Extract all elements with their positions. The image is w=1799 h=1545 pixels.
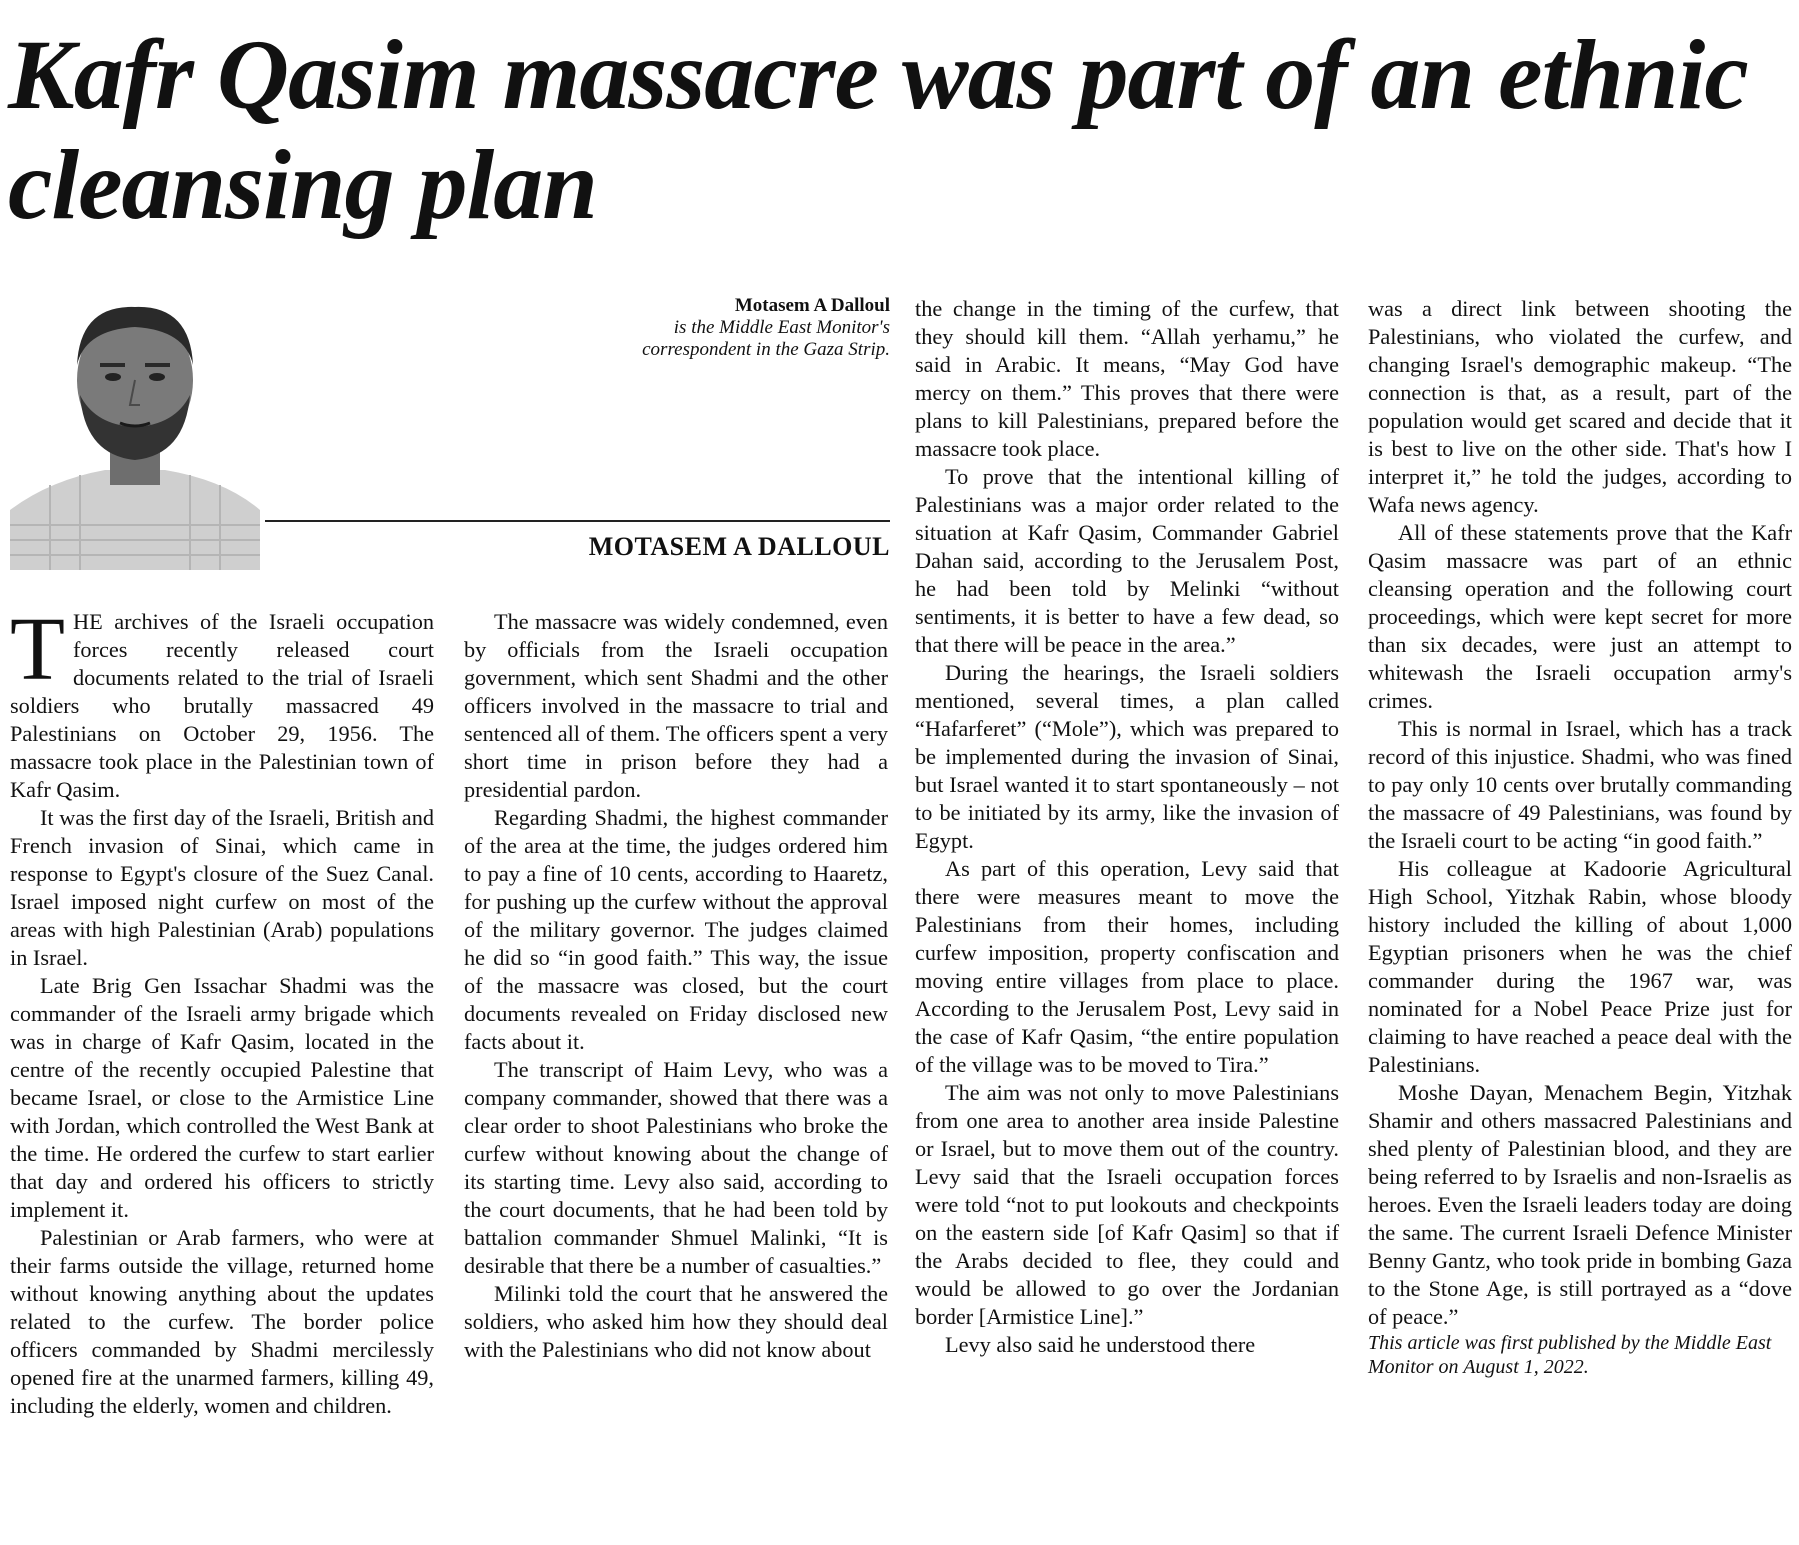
article-paragraph: Moshe Dayan, Menachem Begin, Yitzhak Shamir and others massacred Palestinians and shed plenty of Palestinian blood, and they are being referred to by Israelis and non-Israelis as heroes. Even the Israeli leaders today are doing the same. The current Israeli Defence Minister Benny Gantz, who took pride in bombing Gaza to the Stone Age, is still portrayed as a “dove of peace.” (1368, 1080, 1792, 1329)
article-column-4 (1368, 295, 1792, 1379)
article-paragraph: During the hearings, the Israeli soldiers mentioned, several times, a plan called “Hafarferet” (“Mole”), which was prepared to be implemented during the invasion of Sinai, but Israel wanted it to start spontaneously – not to be initiated by its army, like the invasion of Egypt. (915, 660, 1339, 853)
article-paragraph: This is normal in Israel, which has a track record of this injustice. Shadmi, who was fined to pay only 10 cents over brutally commanding the massacre of 49 Palestinians, was found by the Israeli court to be acting “in good faith.” (1368, 716, 1792, 853)
author-note-description: is the Middle East Monitor's correspondent in the Gaza Strip. (642, 317, 890, 360)
author-photo (10, 285, 260, 570)
article-headline: Kafr Qasim massacre was part of an ethnic cleansing plan (8, 19, 1748, 240)
article-paragraph: THE archives of the Israeli occupation forces recently released court documents related to the trial of Israeli soldiers who brutally massacred 49 Palestinians on October 29, 1956. The massacre took place in the Palestinian town of Kafr Qasim. (10, 600, 434, 802)
article-column-1 (10, 600, 434, 1420)
article-paragraph: the change in the timing of the curfew, that they should kill them. “Allah yerhamu,” he said in Arabic. It means, “May God have mercy on them.” This proves that there were plans to kill Palestinians, prepared before the massacre took place. (915, 296, 1339, 461)
article-paragraph: The massacre was widely condemned, even by officials from the Israeli occupation government, which sent Shadmi and the other officers involved in the massacre to trial and sentenced all of them. The officers spent a very short time in prison before they had a presidential pardon. (464, 609, 888, 802)
article-paragraph: was a direct link between shooting the Palestinians, who violated the curfew, and changing Israel's demographic makeup. “The connection is that, as a result, part of the population would get scared and decide that it is best to live on the other side. That's how I interpret it,” he told the judges, according to Wafa news agency. (1368, 296, 1792, 517)
article-paragraph: Palestinian or Arab farmers, who were at their farms outside the village, returned home without knowing anything about the updates related to the curfew. The border police officers commanded by Shadmi mercilessly opened fire at the unarmed farmers, killing 49, including the elderly, women and children. (10, 1225, 434, 1418)
byline: MOTASEM A DALLOUL (588, 532, 890, 561)
publication-note: This article was first published by the Middle East Monitor on August 1, 2022. (1368, 1332, 1772, 1378)
article-paragraph: All of these statements prove that the Kafr Qasim massacre was part of an ethnic cleansing operation and the following court proceedings, which were kept secret for more than six decades, were just an attempt to whitewash the Israeli occupation army's crimes. (1368, 520, 1792, 713)
article-paragraph: The aim was not only to move Palestinians from one area to another area inside Palestine or Israel, but to move them out of the country. Levy said that the Israeli occupation forces were told “not to put lookouts and checkpoints on the eastern side [of Kafr Qasim] so that if the Arabs decided to flee, they could and would be allowed to go over the Jordanian border [Armistice Line].” (915, 1080, 1339, 1329)
article-paragraph: Levy also said he understood there (945, 1332, 1256, 1357)
article-column-3 (915, 295, 1339, 1359)
article-paragraph: As part of this operation, Levy said that there were measures meant to move the Palestinians from their homes, including curfew imposition, property confiscation and moving entire villages from place to place. According to the Jerusalem Post, Levy said in the case of Kafr Qasim, “the entire population of the village was to be moved to Tira.” (915, 856, 1339, 1077)
article-paragraph: The transcript of Haim Levy, who was a company commander, showed that there was a clear order to shoot Palestinians who broke the curfew without knowing about the change of its starting time. Levy also said, according to the court documents, that he had been told by battalion commander Shmuel Malinki, “It is desirable that there be a number of casualties.” (464, 1057, 888, 1278)
article-column-2 (464, 608, 888, 1364)
article-paragraph: Regarding Shadmi, the highest commander of the area at the time, the judges ordered him to pay a fine of 10 cents, according to Haaretz, for pushing up the curfew without the approval of the military governor. The judges claimed he did so “in good faith.” This way, the issue of the massacre was closed, but the court documents revealed on Friday disclosed new facts about it. (464, 805, 888, 1054)
author-note-name: Motasem A Dalloul (734, 295, 890, 316)
article-paragraph: Milinki told the court that he answered the soldiers, who asked him how they should deal with the Palestinians who did not know about (464, 1281, 888, 1362)
article-paragraph: It was the first day of the Israeli, British and French invasion of Sinai, which came in response to Egypt's closure of the Suez Canal. Israel imposed night curfew on most of the areas with high Palestinian (Arab) populations in Israel. (10, 805, 434, 970)
article-paragraph: His colleague at Kadoorie Agricultural High School, Yitzhak Rabin, whose bloody history included the killing of about 1,000 Egyptian prisoners when he was the chief commander during the 1967 war, was nominated for a Nobel Peace Prize just for claiming to have reached a peace deal with the Palestinians. (1368, 856, 1792, 1077)
byline-divider (265, 520, 890, 522)
article-paragraph: Late Brig Gen Issachar Shadmi was the commander of the Israeli army brigade which was in charge of Kafr Qasim, located in the centre of the recently occupied Palestine that became Israel, or close to the Armistice Line with Jordan, which controlled the West Bank at the time. He ordered the curfew to start earlier that day and ordered his officers to strictly implement it. (10, 973, 434, 1222)
author-note (560, 295, 890, 361)
drop-cap: T (10, 600, 65, 699)
article-paragraph: To prove that the intentional killing of Palestinians was a major order related to the situation at Kafr Qasim, Commander Gabriel Dahan said, according to the Jerusalem Post, he had been told by Melinki “without sentiments, it is better to have a few dead, so that there will be peace in the area.” (915, 464, 1339, 657)
